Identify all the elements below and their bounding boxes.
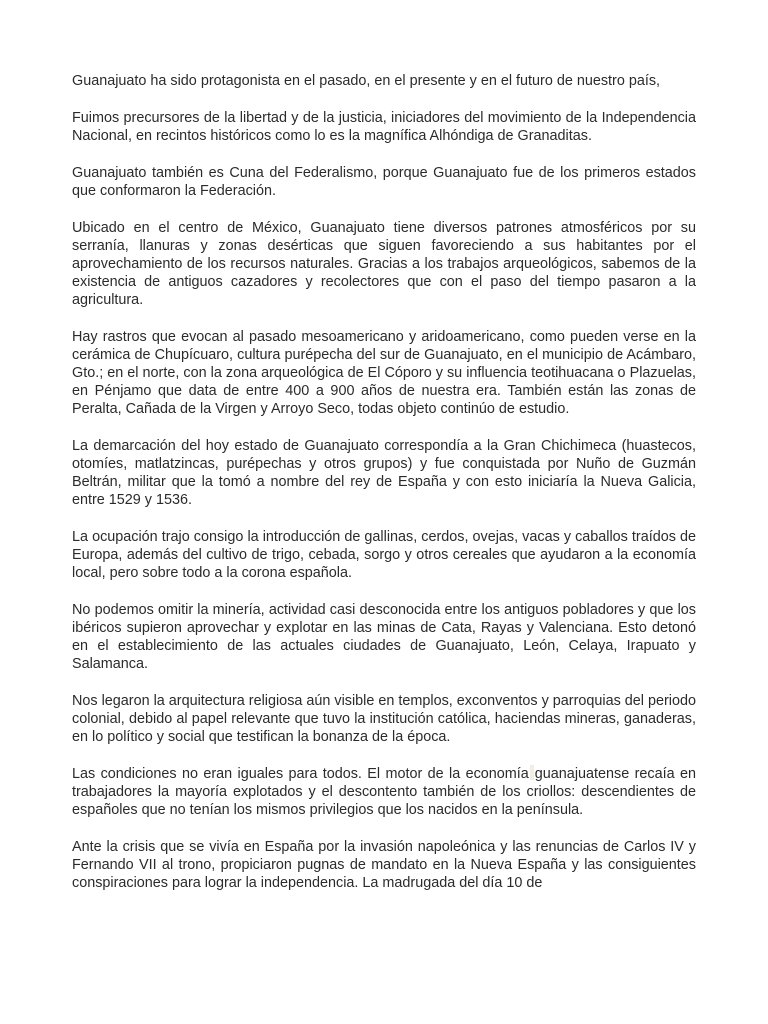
paragraph-10-end: guanajuatense recaía en trabajadores la mayoría explotados y el descontento también de los criollos: descendientes de españoles que no tenían los mismos privilegios que los nacidos en la península. [72,766,696,818]
paragraph-4: Ubicado en el centro de México, Guanajuato tiene diversos patrones atmosféricos por su serranía, llanuras y zonas desérticas que siguen favoreciendo a sus habitantes por el aprovechamiento de los recursos naturales. Gracias a los trabajos arqueológicos, sabemos de la existencia de antiguos cazadores y recolectores que con el paso del tiempo pasaron a la agricultura. [72,220,696,308]
paragraph-10-start: Las condiciones no eran iguales para todos. El motor de la economía [72,766,529,782]
paragraph-8: No podemos omitir la minería, actividad casi desconocida entre los antiguos pobladores y que los ibéricos supieron aprovechar y explotar en las minas de Cata, Rayas y Valenciana. Esto detonó en el establecimiento de las actuales ciudades de Guanajuato, León, Celaya, Irapuato y Salamanca. [72,602,696,672]
paragraph-5: Hay rastros que evocan al pasado mesoamericano y aridoamericano, como pueden verse en la cerámica de Chupícuaro, cultura purépecha del sur de Guanajuato, en el municipio de Acámbaro, Gto.; en el norte, con la zona arqueológica de El Cóporo y su influencia teotihuacana o Plazuelas, en Pénjamo que data de entre 400 a 900 años de nuestra era. También están las zonas de Peralta, Cañada de la Virgen y Arroyo Seco, todas objeto continúo de estudio. [72,329,696,417]
paragraph-10 [72,765,696,819]
paragraph-2: Fuimos precursores de la libertad y de la justicia, iniciadores del movimiento de la Independencia Nacional, en recintos históricos como lo es la magnífica Alhóndiga de Granaditas. [72,110,696,144]
paragraph-9: Nos legaron la arquitectura religiosa aún visible en templos, exconventos y parroquias del periodo colonial, debido al papel relevante que tuvo la institución católica, haciendas mineras, ganaderas, en lo político y social que testifican la bonanza de la época. [72,693,696,745]
paragraph-6: La demarcación del hoy estado de Guanajuato correspondía a la Gran Chichimeca (huastecos, otomíes, matlatzincas, purépechas y otros grupos) y fue conquistada por Nuño de Guzmán Beltrán, militar que la tomó a nombre del rey de España y con esto iniciaría la Nueva Galicia, entre 1529 y 1536. [72,438,696,508]
paragraph-3: Guanajuato también es Cuna del Federalismo, porque Guanajuato fue de los primeros estados que conformaron la Federación. [72,165,696,199]
text-cursor-highlight [530,765,534,780]
paragraph-1: Guanajuato ha sido protagonista en el pasado, en el presente y en el futuro de nuestro país, [72,73,661,89]
document-page [72,72,696,911]
paragraph-7: La ocupación trajo consigo la introducción de gallinas, cerdos, ovejas, vacas y caballos traídos de Europa, además del cultivo de trigo, cebada, sorgo y otros cereales que ayudaron a la economía local, pero sobre todo a la corona española. [72,529,696,581]
paragraph-11: Ante la crisis que se vivía en España por la invasión napoleónica y las renuncias de Carlos IV y Fernando VII al trono, propiciaron pugnas de mandato en la Nueva España y las consiguientes conspiraciones para lograr la independencia. La madrugada del día 10 de [72,839,696,891]
